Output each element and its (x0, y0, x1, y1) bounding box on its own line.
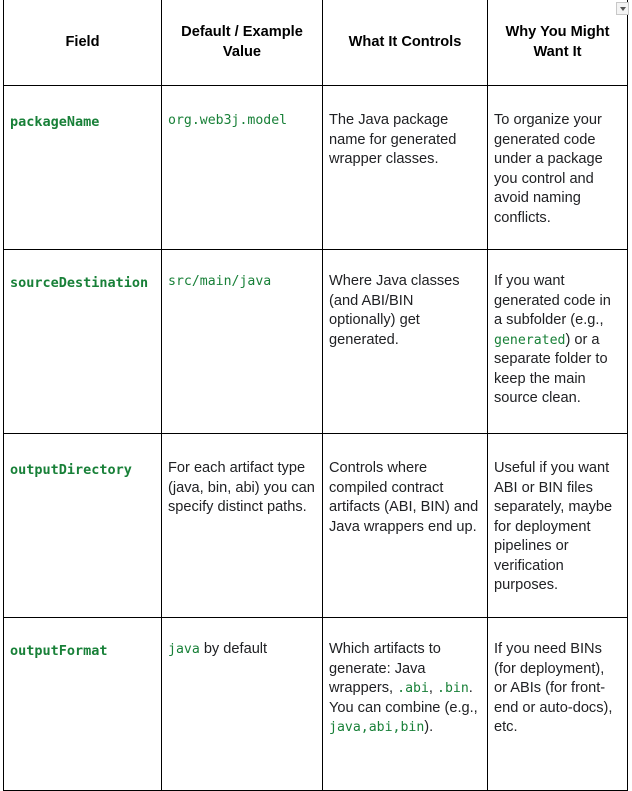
cell-controls (323, 434, 488, 618)
table-row (4, 86, 628, 250)
cell-default (162, 434, 323, 618)
cell-why (488, 618, 628, 791)
header-what-it-controls: What It Controls (323, 0, 488, 86)
header-field: Field (4, 0, 162, 86)
table-row (4, 618, 628, 791)
cell-why (488, 250, 628, 434)
controls-text: Controls where compiled contract artifacts (ABI, BIN) and Java wrappers end up. (329, 460, 479, 535)
cell-why (488, 434, 628, 618)
why-text: Useful if you want ABI or BIN files separately, maybe for deployment pipelines or verification purposes. (494, 460, 613, 593)
controls-text: Where Java classes (and ABI/BIN optionally) get generated. (329, 273, 460, 348)
field-name: outputFormat (10, 643, 108, 659)
controls-code: java,abi,bin (329, 720, 425, 735)
cell-field (4, 434, 162, 618)
default-code: org.web3j.model (168, 113, 288, 128)
controls-text: The Java package name for generated wrapper classes. (329, 112, 457, 167)
cell-default (162, 618, 323, 791)
table-row (4, 250, 628, 434)
cell-field (4, 618, 162, 791)
header-default-value: Default / Example Value (162, 0, 323, 86)
why-code: generated (494, 332, 566, 348)
default-code: src/main/java (168, 274, 272, 289)
why-text: ) or a separate folder to keep the main source clean. (494, 331, 608, 406)
cell-default (162, 86, 323, 250)
field-name: packageName (10, 114, 100, 130)
cell-controls (323, 86, 488, 250)
default-code: java (168, 642, 200, 657)
cell-field (4, 86, 162, 250)
table-row (4, 434, 628, 618)
controls-code: .bin (437, 681, 469, 696)
field-name: sourceDestination (10, 275, 149, 291)
controls-text: , (428, 680, 438, 696)
why-text: To organize your generated code under a package you control and avoid naming conflicts. (494, 112, 603, 226)
default-text: For each artifact type (java, bin, abi) you can specify distinct paths. (168, 460, 315, 515)
cell-controls (323, 250, 488, 434)
cell-default (162, 250, 323, 434)
controls-code: .abi (397, 681, 429, 696)
controls-text: . You can combine (e.g., (329, 680, 478, 716)
table-header-row (4, 0, 628, 86)
controls-text: Which artifacts to generate: Java wrappers, (329, 641, 441, 696)
field-name: outputDirectory (10, 462, 132, 478)
why-text: If you want generated code in a subfolder (e.g., (494, 273, 611, 328)
dropdown-arrow-icon (620, 7, 626, 11)
controls-text: ). (424, 719, 434, 735)
why-text: If you need BINs (for deployment), or ABIs (for front-end or auto-docs), etc. (494, 641, 613, 735)
column-menu-button[interactable] (616, 2, 629, 15)
header-why-you-might-want-it: Why You Might Want It (488, 0, 628, 86)
field-reference-table (3, 0, 628, 791)
cell-controls (323, 618, 488, 791)
default-text: by default (199, 641, 268, 657)
cell-why (488, 86, 628, 250)
cell-field (4, 250, 162, 434)
